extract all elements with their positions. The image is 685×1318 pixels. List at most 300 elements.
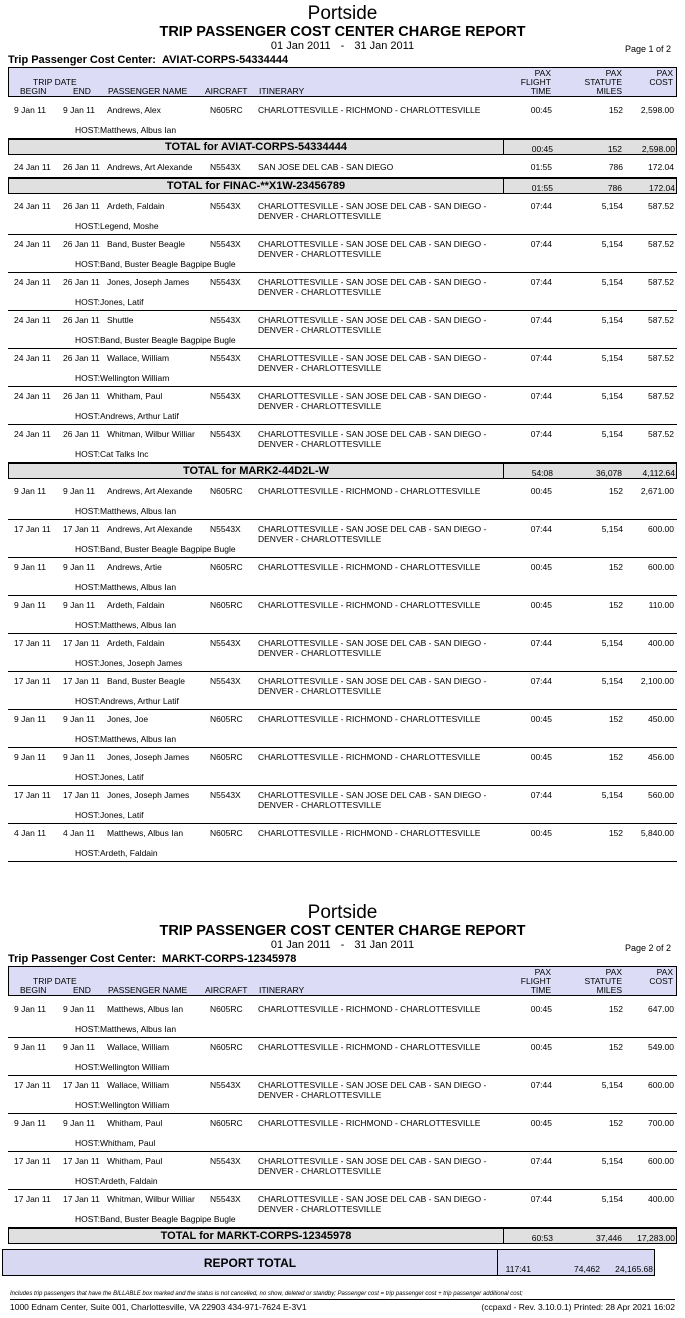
row-aircraft: N5543X: [210, 1080, 241, 1090]
page-number: Page 2 of 2: [624, 943, 671, 953]
col-miles: MILES: [596, 86, 622, 96]
report-total-label: REPORT TOTAL: [3, 1250, 498, 1275]
row-aircraft: N5543X: [210, 429, 241, 439]
row-flight-time: 07:44: [530, 524, 552, 534]
row-aircraft: N5543X: [210, 676, 241, 686]
row-begin: 9 Jan 11: [14, 486, 46, 496]
table-row: [8, 558, 677, 596]
report-title: TRIP PASSENGER COST CENTER CHARGE REPORT: [159, 923, 526, 939]
table-row: [8, 596, 677, 634]
row-miles: 152: [608, 714, 623, 724]
row-flight-time: 00:45: [530, 1118, 552, 1128]
row-end: 9 Jan 11: [63, 486, 95, 496]
col-trip-date: TRIP DATE: [33, 976, 77, 986]
row-itinerary: CHARLOTTESVILLE - SAN JOSE DEL CAB - SAN DIEGO - DENVER - CHARLOTTESVILLE: [258, 315, 487, 335]
row-begin: 4 Jan 11: [14, 828, 46, 838]
row-cost: 5,840.00: [640, 828, 674, 838]
row-aircraft: N5543X: [210, 638, 241, 648]
col-miles: MILES: [596, 985, 622, 995]
row-flight-time: 01:55: [530, 162, 552, 172]
table-row: [8, 387, 677, 425]
row-itinerary: CHARLOTTESVILLE - SAN JOSE DEL CAB - SAN DIEGO - DENVER - CHARLOTTESVILLE: [258, 676, 487, 696]
row-aircraft: N5543X: [210, 162, 241, 172]
row-miles: 152: [608, 486, 623, 496]
row-begin: 24 Jan 11: [14, 391, 51, 401]
host-name: Wellington William: [100, 1062, 170, 1072]
report-total-cost: 24,165.68: [615, 1264, 653, 1274]
row-flight-time: 07:44: [530, 429, 552, 439]
row-end: 26 Jan 11: [63, 239, 100, 249]
date-separator: -: [340, 939, 345, 951]
host-label: HOST:: [75, 1024, 101, 1034]
table-row: [8, 1076, 677, 1114]
row-miles: 5,154: [601, 1194, 623, 1204]
row-begin: 24 Jan 11: [14, 277, 51, 287]
host-label: HOST:: [75, 1062, 101, 1072]
row-aircraft: N605RC: [210, 714, 243, 724]
row-itinerary: CHARLOTTESVILLE - SAN JOSE DEL CAB - SAN DIEGO - DENVER - CHARLOTTESVILLE: [258, 790, 487, 810]
report-page-2: [8, 903, 677, 1247]
host-label: HOST:: [75, 125, 101, 135]
row-itinerary: CHARLOTTESVILLE - RICHMOND - CHARLOTTESVILLE: [258, 714, 481, 724]
row-itinerary: CHARLOTTESVILLE - SAN JOSE DEL CAB - SAN DIEGO - DENVER - CHARLOTTESVILLE: [258, 429, 487, 449]
table-row: [8, 634, 677, 672]
row-aircraft: N605RC: [210, 1042, 243, 1052]
total-cost: 172.04: [649, 183, 675, 193]
date-from: 01 Jan 2011: [270, 939, 331, 951]
col-trip-date: TRIP DATE: [33, 77, 77, 87]
table-row: [8, 1190, 677, 1228]
col-aircraft: AIRCRAFT: [205, 86, 248, 96]
host-name: Wellington William: [100, 1100, 170, 1110]
col-flight: FLIGHT: [520, 77, 551, 87]
col-end: END: [73, 86, 91, 96]
row-aircraft: N605RC: [210, 752, 243, 762]
host-label: HOST:: [75, 544, 101, 554]
row-end: 17 Jan 11: [63, 1080, 100, 1090]
host-name: Jones, Latif: [100, 772, 144, 782]
host-label: HOST:: [75, 620, 101, 630]
row-end: 9 Jan 11: [63, 1042, 95, 1052]
total-for-label: TOTAL for: [166, 180, 221, 192]
row-itinerary: CHARLOTTESVILLE - RICHMOND - CHARLOTTESVILLE: [258, 1042, 481, 1052]
page-number: Page 1 of 2: [624, 44, 671, 54]
row-passenger: Shuttle: [107, 315, 134, 325]
host-name: Whitham, Paul: [100, 1138, 156, 1148]
row-begin: 17 Jan 11: [14, 676, 51, 686]
host-label: HOST:: [75, 221, 101, 231]
row-miles: 5,154: [601, 429, 623, 439]
row-miles: 152: [608, 828, 623, 838]
col-cost: COST: [649, 77, 673, 87]
row-miles: 5,154: [601, 638, 623, 648]
row-flight-time: 00:45: [530, 714, 552, 724]
company-name: Portside: [307, 3, 378, 24]
row-begin: 24 Jan 11: [14, 162, 51, 172]
host-name: Band, Buster Beagle Bagpipe Bugle: [100, 335, 236, 345]
row-begin: 9 Jan 11: [14, 1042, 46, 1052]
row-itinerary: CHARLOTTESVILLE - RICHMOND - CHARLOTTESVILLE: [258, 752, 481, 762]
row-cost: 2,100.00: [640, 676, 674, 686]
table-row: [8, 520, 677, 558]
row-miles: 5,154: [601, 315, 623, 325]
cost-center-value: MARKT-CORPS-12345978: [161, 953, 297, 965]
cost-center-heading: [8, 953, 677, 965]
host-name: Band, Buster Beagle Bagpipe Bugle: [100, 1214, 236, 1224]
row-cost: 549.00: [648, 1042, 674, 1052]
total-cost-center: MARK2-44D2L-W: [239, 465, 330, 477]
row-miles: 5,154: [601, 353, 623, 363]
row-miles: 152: [608, 105, 623, 115]
host-name: Jones, Latif: [100, 297, 144, 307]
row-cost: 600.00: [648, 524, 674, 534]
row-passenger: Ardeth, Faldain: [107, 600, 165, 610]
cost-center-total: [8, 1228, 677, 1244]
host-label: HOST:: [75, 1100, 101, 1110]
table-row: [8, 1038, 677, 1076]
column-header: [8, 67, 677, 97]
row-itinerary: CHARLOTTESVILLE - SAN JOSE DEL CAB - SAN DIEGO - DENVER - CHARLOTTESVILLE: [258, 201, 487, 221]
row-flight-time: 00:45: [530, 1004, 552, 1014]
row-aircraft: N5543X: [210, 524, 241, 534]
cost-center-label: Trip Passenger Cost Center:: [8, 953, 156, 965]
row-aircraft: N605RC: [210, 1004, 243, 1014]
row-miles: 5,154: [601, 1080, 623, 1090]
row-flight-time: 07:44: [530, 638, 552, 648]
total-for-label: TOTAL for: [182, 465, 237, 477]
row-miles: 152: [608, 1042, 623, 1052]
total-miles: 152: [607, 144, 622, 154]
total-label: [9, 464, 504, 478]
row-flight-time: 00:45: [530, 828, 552, 838]
row-flight-time: 07:44: [530, 277, 552, 287]
row-aircraft: N5543X: [210, 201, 241, 211]
company-name: Portside: [307, 902, 378, 923]
row-passenger: Whitman, Wilbur Williar: [107, 429, 195, 439]
total-flight-time: 54:08: [531, 468, 553, 478]
table-row: [8, 311, 677, 349]
row-passenger: Jones, Joe: [107, 714, 149, 724]
row-flight-time: 00:45: [530, 486, 552, 496]
col-end: END: [73, 985, 91, 995]
total-label: [9, 1229, 504, 1243]
row-begin: 17 Jan 11: [14, 1080, 51, 1090]
row-flight-time: 07:44: [530, 201, 552, 211]
row-itinerary: CHARLOTTESVILLE - SAN JOSE DEL CAB - SAN DIEGO - DENVER - CHARLOTTESVILLE: [258, 524, 487, 544]
row-begin: 17 Jan 11: [14, 524, 51, 534]
table-row: [8, 824, 677, 862]
row-itinerary: CHARLOTTESVILLE - SAN JOSE DEL CAB - SAN DIEGO - DENVER - CHARLOTTESVILLE: [258, 638, 487, 658]
row-passenger: Whitham, Paul: [107, 1118, 163, 1128]
row-cost: 560.00: [648, 790, 674, 800]
row-flight-time: 00:45: [530, 600, 552, 610]
row-itinerary: CHARLOTTESVILLE - RICHMOND - CHARLOTTESVILLE: [258, 105, 481, 115]
row-passenger: Wallace, William: [107, 1080, 170, 1090]
row-aircraft: N605RC: [210, 486, 243, 496]
cost-center-total: [8, 178, 677, 194]
host-name: Matthews, Albus Ian: [100, 506, 177, 516]
row-end: 9 Jan 11: [63, 105, 95, 115]
row-itinerary: CHARLOTTESVILLE - SAN JOSE DEL CAB - SAN DIEGO - DENVER - CHARLOTTESVILLE: [258, 277, 487, 297]
row-passenger: Matthews, Albus Ian: [107, 828, 184, 838]
row-end: 26 Jan 11: [63, 353, 100, 363]
cost-center-total: [8, 139, 677, 155]
total-label: [9, 179, 504, 193]
report-total-miles: 74,462: [574, 1264, 600, 1274]
report-page-1: [8, 4, 677, 862]
date-to: 31 Jan 2011: [354, 939, 415, 951]
row-miles: 5,154: [601, 391, 623, 401]
table-row: [8, 482, 677, 520]
total-flight-time: 60:53: [531, 1233, 553, 1243]
row-passenger: Jones, Joseph James: [107, 277, 190, 287]
table-row: [8, 1114, 677, 1152]
row-end: 9 Jan 11: [63, 1004, 95, 1014]
total-miles: 36,078: [596, 468, 622, 478]
row-passenger: Wallace, William: [107, 1042, 170, 1052]
row-cost: 456.00: [648, 752, 674, 762]
host-name: Matthews, Albus Ian: [100, 582, 177, 592]
host-label: HOST:: [75, 848, 101, 858]
host-label: HOST:: [75, 506, 101, 516]
report-total-bar: [2, 1249, 655, 1276]
table-row: [8, 425, 677, 463]
row-passenger: Andrews, Art Alexande: [107, 524, 193, 534]
row-end: 26 Jan 11: [63, 315, 100, 325]
table-row: [8, 158, 677, 178]
row-passenger: Andrews, Alex: [107, 105, 161, 115]
row-passenger: Matthews, Albus Ian: [107, 1004, 184, 1014]
host-name: Ardeth, Faldain: [100, 848, 158, 858]
row-passenger: Andrews, Artie: [107, 562, 162, 572]
row-cost: 110.00: [648, 600, 674, 610]
row-end: 17 Jan 11: [63, 790, 100, 800]
host-name: Matthews, Albus Ian: [100, 734, 177, 744]
col-aircraft: AIRCRAFT: [205, 985, 248, 995]
row-itinerary: CHARLOTTESVILLE - SAN JOSE DEL CAB - SAN DIEGO - DENVER - CHARLOTTESVILLE: [258, 239, 487, 259]
col-time: TIME: [530, 86, 551, 96]
table-row: [8, 748, 677, 786]
row-itinerary: CHARLOTTESVILLE - RICHMOND - CHARLOTTESVILLE: [258, 828, 481, 838]
host-name: Andrews, Arthur Latif: [100, 411, 179, 421]
host-name: Wellington William: [100, 373, 170, 383]
row-aircraft: N5543X: [210, 315, 241, 325]
row-end: 17 Jan 11: [63, 524, 100, 534]
row-cost: 600.00: [648, 1080, 674, 1090]
col-pax-3: PAX: [656, 68, 673, 78]
row-passenger: Andrews, Art Alexande: [107, 486, 193, 496]
row-cost: 2,671.00: [640, 486, 674, 496]
date-separator: -: [340, 40, 345, 52]
row-end: 26 Jan 11: [63, 201, 100, 211]
row-itinerary: CHARLOTTESVILLE - RICHMOND - CHARLOTTESVILLE: [258, 486, 481, 496]
row-aircraft: N5543X: [210, 1194, 241, 1204]
total-label: [9, 140, 504, 154]
host-label: HOST:: [75, 1176, 101, 1186]
row-aircraft: N5543X: [210, 391, 241, 401]
row-end: 9 Jan 11: [63, 752, 95, 762]
row-cost: 600.00: [648, 1156, 674, 1166]
row-passenger: Jones, Joseph James: [107, 752, 190, 762]
row-miles: 786: [608, 162, 623, 172]
table-row: [8, 197, 677, 235]
host-label: HOST:: [75, 449, 101, 459]
cost-center-value: AVIAT-CORPS-54334444: [161, 54, 289, 66]
col-pax-1: PAX: [534, 967, 551, 977]
row-end: 17 Jan 11: [63, 676, 100, 686]
row-itinerary: CHARLOTTESVILLE - RICHMOND - CHARLOTTESVILLE: [258, 1118, 481, 1128]
host-label: HOST:: [75, 1214, 101, 1224]
footer-address: 1000 Ednam Center, Suite 001, Charlottesville, VA 22903 434-971-7624 E-3V1: [10, 1302, 307, 1312]
total-cost: 17,283.00: [637, 1233, 675, 1243]
table-row: [8, 101, 677, 139]
date-to: 31 Jan 2011: [354, 40, 415, 52]
row-passenger: Ardeth, Faldain: [107, 638, 165, 648]
row-cost: 400.00: [648, 638, 674, 648]
row-cost: 587.52: [648, 277, 674, 287]
row-cost: 600.00: [648, 562, 674, 572]
row-itinerary: CHARLOTTESVILLE - RICHMOND - CHARLOTTESVILLE: [258, 1004, 481, 1014]
row-aircraft: N5543X: [210, 239, 241, 249]
row-miles: 5,154: [601, 790, 623, 800]
row-end: 17 Jan 11: [63, 1156, 100, 1166]
row-aircraft: N605RC: [210, 600, 243, 610]
row-miles: 5,154: [601, 524, 623, 534]
host-name: Matthews, Albus Ian: [100, 620, 177, 630]
host-name: Jones, Latif: [100, 810, 144, 820]
row-flight-time: 07:44: [530, 1194, 552, 1204]
table-row: [8, 273, 677, 311]
row-begin: 24 Jan 11: [14, 239, 51, 249]
date-range: [8, 40, 677, 53]
row-end: 9 Jan 11: [63, 600, 95, 610]
host-label: HOST:: [75, 734, 101, 744]
row-begin: 9 Jan 11: [14, 562, 46, 572]
row-flight-time: 07:44: [530, 239, 552, 249]
table-row: [8, 1152, 677, 1190]
col-cost: COST: [649, 976, 673, 986]
total-cost-center: FINAC-**X1W-23456789: [223, 180, 346, 192]
row-passenger: Whitman, Wilbur Williar: [107, 1194, 195, 1204]
row-passenger: Whitham, Paul: [107, 391, 163, 401]
col-pax-2: PAX: [605, 68, 622, 78]
row-miles: 5,154: [601, 201, 623, 211]
row-passenger: Band, Buster Beagle: [107, 239, 185, 249]
row-aircraft: N605RC: [210, 1118, 243, 1128]
col-pax-3: PAX: [656, 967, 673, 977]
host-label: HOST:: [75, 297, 101, 307]
row-begin: 9 Jan 11: [14, 105, 46, 115]
table-row: [8, 349, 677, 387]
host-name: Ardeth, Faldain: [100, 1176, 158, 1186]
row-cost: 587.52: [648, 239, 674, 249]
col-statute: STATUTE: [584, 976, 622, 986]
total-cost: 2,598.00: [641, 144, 675, 154]
date-range: [8, 939, 677, 952]
row-aircraft: N605RC: [210, 828, 243, 838]
row-aircraft: N605RC: [210, 562, 243, 572]
row-cost: 587.52: [648, 201, 674, 211]
total-cost-center: AVIAT-CORPS-54334444: [220, 141, 347, 153]
row-passenger: Wallace, William: [107, 353, 170, 363]
total-for-label: TOTAL for: [160, 1230, 214, 1242]
row-miles: 5,154: [601, 676, 623, 686]
col-pax-2: PAX: [605, 967, 622, 977]
row-flight-time: 00:45: [530, 562, 552, 572]
row-begin: 17 Jan 11: [14, 1156, 51, 1166]
row-cost: 587.52: [648, 353, 674, 363]
row-cost: 172.04: [648, 162, 674, 172]
report-total-time: 117:41: [505, 1264, 531, 1274]
host-label: HOST:: [75, 1138, 101, 1148]
row-end: 26 Jan 11: [63, 429, 100, 439]
host-name: Matthews, Albus Ian: [100, 125, 177, 135]
host-label: HOST:: [75, 335, 101, 345]
total-miles: 786: [607, 183, 622, 193]
row-cost: 587.52: [648, 391, 674, 401]
row-flight-time: 07:44: [530, 1156, 552, 1166]
total-cost-center: MARKT-CORPS-12345978: [216, 1230, 352, 1242]
row-passenger: Jones, Joseph James: [107, 790, 190, 800]
col-itinerary: ITINERARY: [259, 985, 305, 995]
host-label: HOST:: [75, 810, 101, 820]
row-flight-time: 00:45: [530, 1042, 552, 1052]
row-miles: 152: [608, 600, 623, 610]
row-flight-time: 07:44: [530, 315, 552, 325]
footer-divider: [10, 1299, 675, 1300]
cost-center-heading: [8, 54, 677, 66]
row-end: 9 Jan 11: [63, 714, 95, 724]
row-miles: 152: [608, 1004, 623, 1014]
row-miles: 152: [608, 1118, 623, 1128]
row-flight-time: 07:44: [530, 1080, 552, 1090]
row-passenger: Whitham, Paul: [107, 1156, 163, 1166]
col-passenger: PASSENGER NAME: [108, 86, 188, 96]
row-end: 9 Jan 11: [63, 562, 95, 572]
total-flight-time: 00:45: [531, 144, 553, 154]
column-header: [8, 966, 677, 996]
footer-revision: (ccpaxd - Rev. 3.10.0.1) Printed: 28 Apr 2021 16:02: [481, 1302, 675, 1312]
col-begin: BEGIN: [20, 86, 47, 96]
row-miles: 5,154: [601, 277, 623, 287]
host-label: HOST:: [75, 373, 101, 383]
host-label: HOST:: [75, 658, 101, 668]
total-miles: 37,446: [596, 1233, 622, 1243]
row-begin: 9 Jan 11: [14, 600, 46, 610]
row-begin: 24 Jan 11: [14, 429, 51, 439]
row-aircraft: N5543X: [210, 1156, 241, 1166]
row-miles: 152: [608, 562, 623, 572]
row-aircraft: N5543X: [210, 353, 241, 363]
row-begin: 9 Jan 11: [14, 752, 46, 762]
row-end: 26 Jan 11: [63, 391, 100, 401]
host-label: HOST:: [75, 696, 101, 706]
row-aircraft: N5543X: [210, 277, 241, 287]
row-passenger: Band, Buster Beagle: [107, 676, 185, 686]
host-name: Jones, Joseph James: [100, 658, 183, 668]
row-passenger: Andrews, Art Alexande: [107, 162, 193, 172]
footer-note: Includes trip passengers that have the BILLABLE box marked and the status is not cancelled, no show, deleted or standby; Passenger cost = trip passenger cost + trip passenger additional cost;: [10, 1291, 523, 1297]
row-passenger: Ardeth, Faldain: [107, 201, 165, 211]
row-aircraft: N605RC: [210, 105, 243, 115]
col-statute: STATUTE: [584, 77, 622, 87]
host-name: Band, Buster Beagle Bagpipe Bugle: [100, 544, 236, 554]
row-itinerary: CHARLOTTESVILLE - RICHMOND - CHARLOTTESVILLE: [258, 600, 481, 610]
row-itinerary: CHARLOTTESVILLE - RICHMOND - CHARLOTTESVILLE: [258, 562, 481, 572]
row-miles: 5,154: [601, 239, 623, 249]
row-miles: 5,154: [601, 1156, 623, 1166]
row-cost: 2,598.00: [640, 105, 674, 115]
